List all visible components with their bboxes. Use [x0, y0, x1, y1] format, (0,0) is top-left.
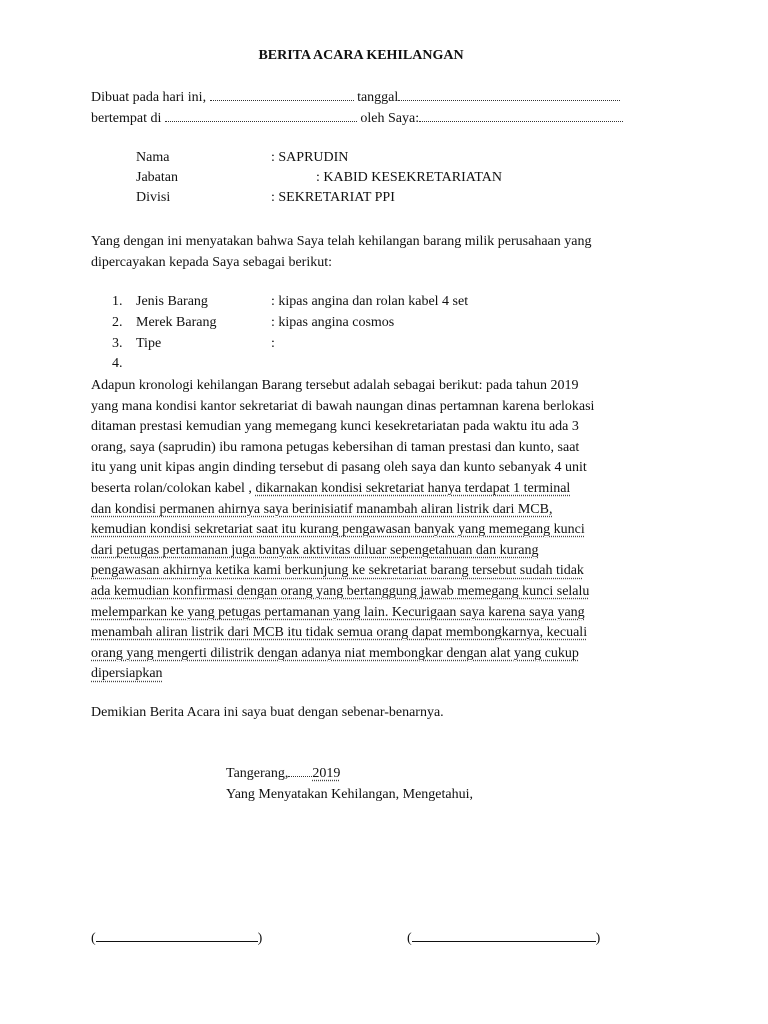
day-blank	[210, 88, 354, 101]
item-3-number: 3.	[112, 336, 123, 351]
identity-position-label: Jabatan	[136, 170, 178, 185]
item-2-value: : kipas angina cosmos	[271, 315, 395, 330]
spellcheck-marked-text: dikarnakan kondisi sekretariat hanya terdapat 1 terminal	[255, 480, 571, 496]
signature-date-blank	[288, 766, 312, 777]
statement-paragraph: Yang dengan ini menyatakan bahwa Saya telah kehilangan barang milik perusahaan yang dipercayakan kepada Saya sebagai berikut:	[91, 234, 592, 270]
item-3-value: :	[271, 336, 275, 351]
chronology-plain-text: beserta rolan/colokan kabel ,	[91, 480, 256, 496]
identity-name-label: Nama	[136, 150, 170, 165]
identity-division-value: : SEKRETARIAT PPI	[271, 190, 395, 205]
date-blank	[398, 88, 620, 101]
chronology-line: ditaman prestasi kemudian yang memegang kunci kesekretariatan pada waktu itu ada 3	[91, 419, 579, 435]
item-1-label: Jenis Barang	[136, 294, 208, 309]
chronology-marked-line: ada kemudian konfirmasi dengan orang yang bertanggung jawab memegang kunci selalu	[91, 583, 590, 599]
signature-line-left	[91, 929, 262, 947]
item-1-number: 1.	[112, 294, 123, 309]
item-1-value: : kipas angina dan rolan kabel 4 set	[271, 294, 469, 309]
chronology-line: itu yang unit kipas angin dinding tersebut di pasang oleh saya dan kunto sebanyak 4 unit	[91, 460, 587, 476]
chronology-paragraph	[91, 376, 594, 685]
intro-line-1	[91, 88, 620, 106]
item-2-number: 2.	[112, 315, 123, 330]
paren-open: (	[91, 931, 96, 946]
chronology-line	[91, 479, 594, 500]
paren-open: (	[407, 931, 412, 946]
signature-underline	[412, 929, 596, 942]
item-3-label: Tipe	[136, 336, 162, 351]
signature-place-date	[226, 766, 340, 782]
made-on-label: Dibuat pada hari ini,	[91, 90, 207, 105]
located-label: bertempat di	[91, 111, 162, 126]
date-label: tanggal	[357, 90, 399, 105]
chronology-marked-line: dari petugas pertamanan juga banyak aktivitas diluar sepengetahuan dan kurang	[91, 542, 539, 558]
identity-name-value: : SAPRUDIN	[271, 150, 349, 165]
chronology-marked-line: kemudian kondisi sekretariat saat itu kurang pengawasan banyak yang memegang kunci	[91, 522, 585, 538]
chronology-marked-line: menambah aliran listrik dari MCB itu tidak semua orang dapat membongkarnya, kecuali	[91, 625, 588, 641]
chronology-marked-line: pengawasan akhirnya ketika kami berkunjung ke sekretariat barang tersebut sudah tidak	[91, 563, 584, 579]
chronology-line: yang mana kondisi kantor sekretariat di bawah naungan dinas pertamnan karena berlokasi	[91, 398, 595, 414]
chronology-line: Adapun kronologi kehilangan Barang tersebut adalah sebagai berikut: pada tahun 2019	[91, 378, 579, 393]
signature-year: 2019	[312, 766, 341, 781]
chronology-marked-line: dan kondisi permanen ahirnya saya berinisiatif manambah aliran listrik dari MCB,	[91, 501, 553, 517]
chronology-line: orang, saya (saprudin) ibu ramona petugas kebersihan di taman prestasi dan kunto, saat	[91, 439, 580, 455]
identity-position-value: : KABID KESEKRETARIATAN	[316, 170, 502, 185]
identity-division-label: Divisi	[136, 190, 171, 205]
by-me-label: oleh Saya:	[360, 111, 420, 126]
signature-underline	[96, 929, 258, 942]
chronology-marked-line: melemparkan ke yang petugas pertamanan yang lain. Kecurigaan saya karena saya yang	[91, 604, 585, 620]
document-title: BERITA ACARA KEHILANGAN	[258, 48, 464, 63]
paren-close: )	[257, 931, 263, 946]
paren-close: )	[595, 931, 601, 946]
place-blank	[165, 109, 357, 122]
chronology-marked-line: dipersiapkan	[91, 666, 163, 682]
by-me-blank	[419, 109, 623, 122]
item-2-label: Merek Barang	[136, 315, 217, 330]
item-4-number: 4.	[112, 356, 123, 371]
signature-declarant-label: Yang Menyatakan Kehilangan, Mengetahui,	[226, 787, 474, 802]
signature-place: Tangerang,	[226, 766, 289, 781]
intro-line-2	[91, 109, 623, 127]
closing-statement: Demikian Berita Acara ini saya buat dengan sebenar-benarnya.	[91, 705, 444, 720]
signature-line-right	[407, 929, 600, 947]
chronology-marked-line: orang yang mengerti dilistrik dengan adanya niat membongkar dengan alat yang cukup	[91, 645, 579, 661]
